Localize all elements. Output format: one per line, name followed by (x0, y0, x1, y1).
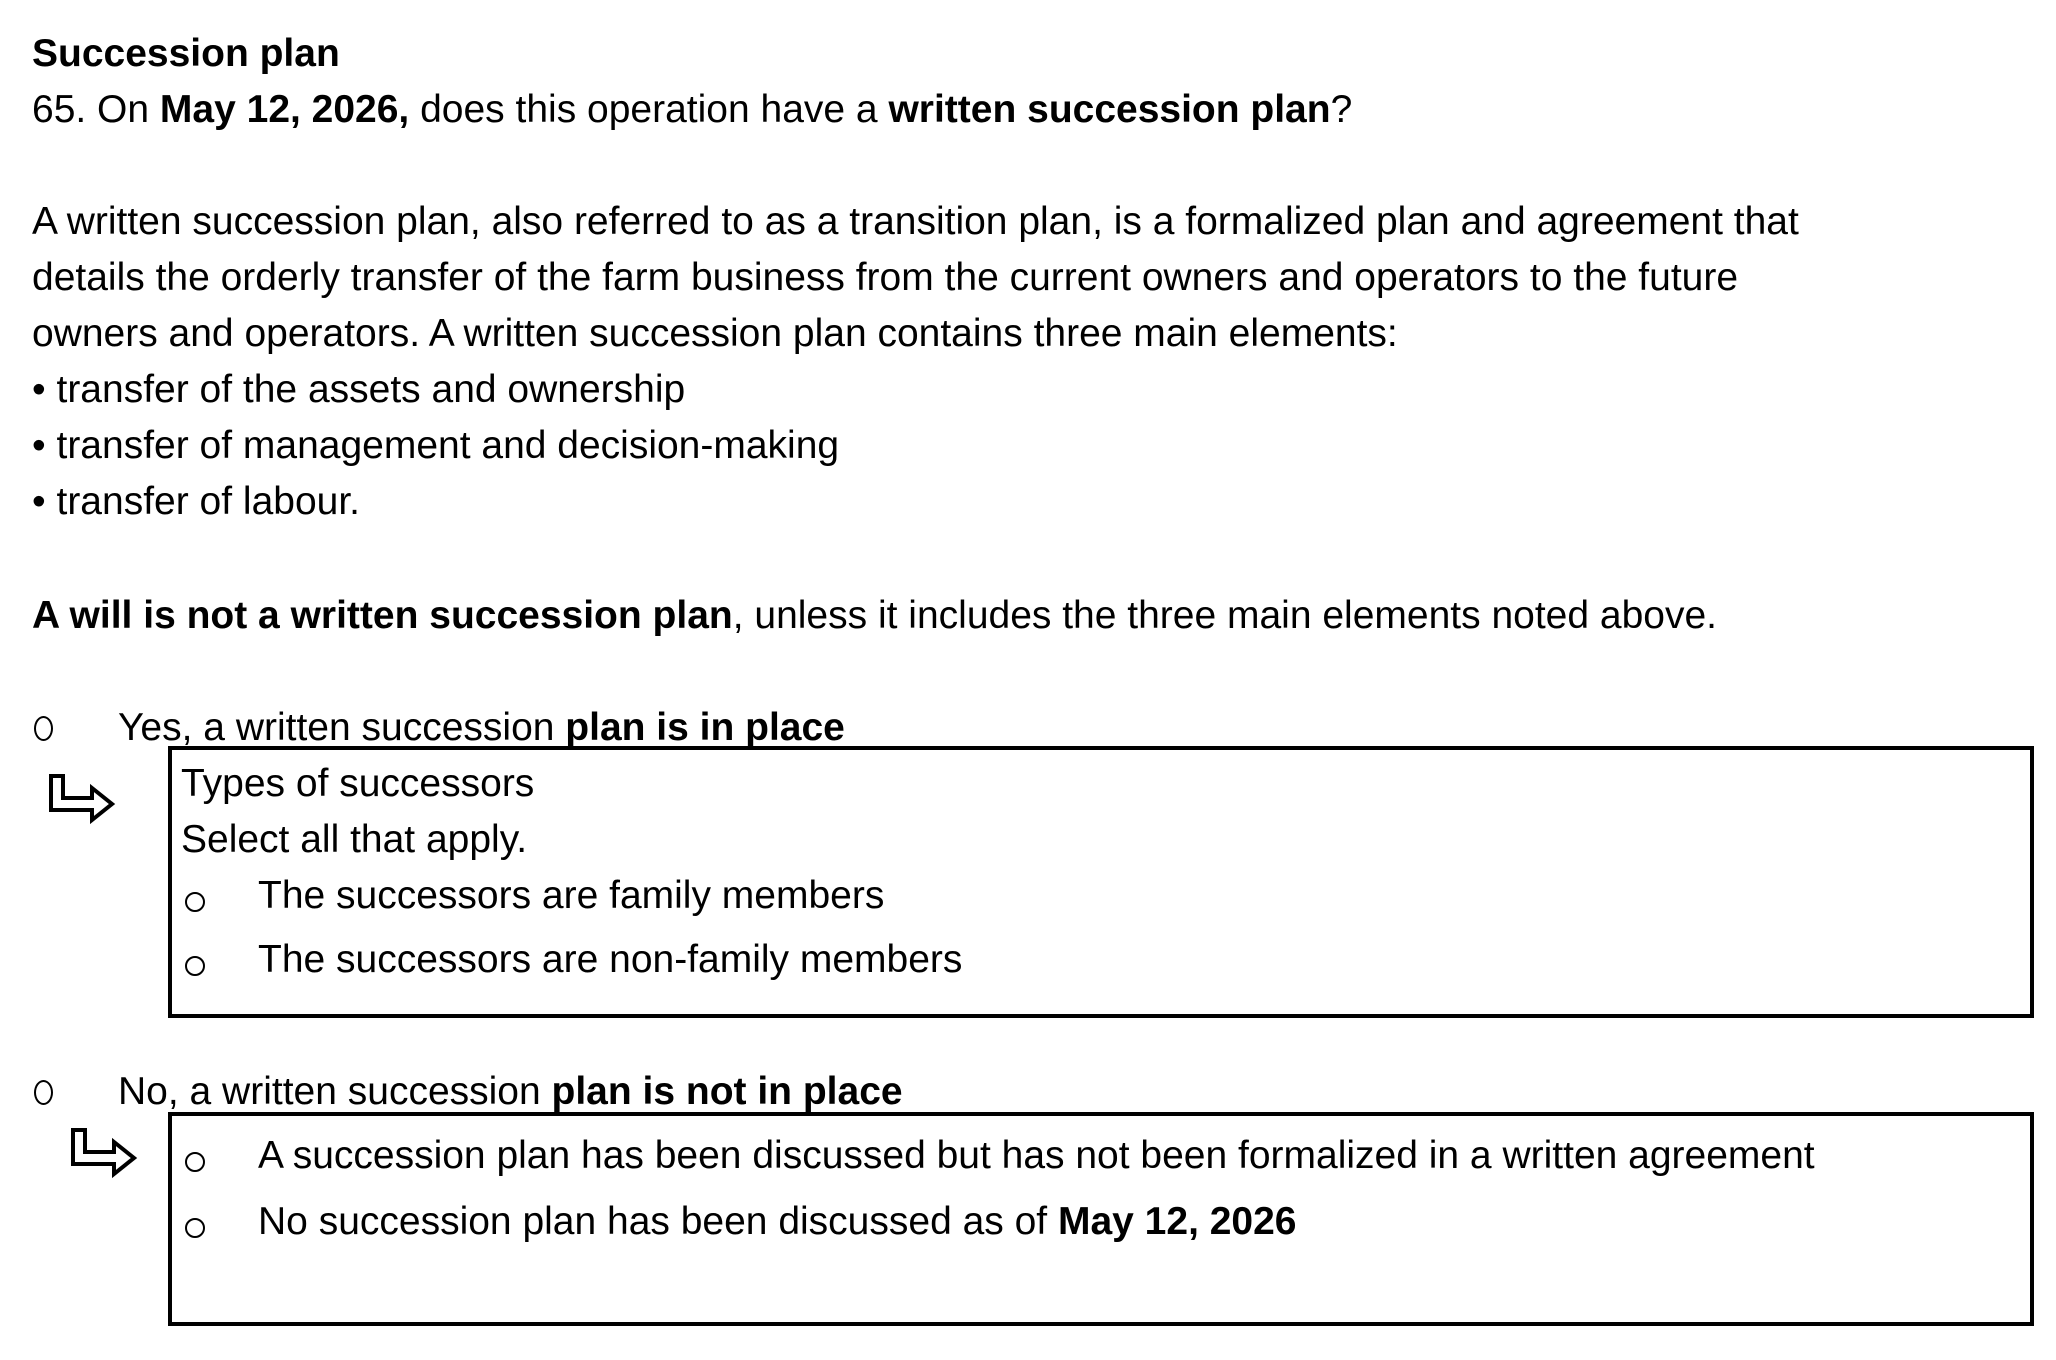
yes-radio[interactable] (34, 716, 53, 741)
will-note-rest: , unless it includes the three main elements noted above. (732, 594, 1717, 637)
not-discussed-radio[interactable] (185, 1218, 205, 1238)
definition-bullet-3: • transfer of labour. (32, 480, 360, 523)
no-label-bold: plan is not in place (551, 1070, 903, 1113)
non-family-members-checkbox[interactable] (185, 956, 205, 976)
yes-label-bold: plan is in place (565, 706, 845, 749)
successor-types-instruction: Select all that apply. (181, 818, 528, 861)
question-date: May 12, 2026, (159, 88, 410, 131)
definition-line-1: A written succession plan, also referred to as a transition plan, is a formalized plan and agreement that (32, 200, 1799, 243)
definition-bullet-1: • transfer of the assets and ownership (32, 368, 686, 411)
non-family-members-label[interactable]: The successors are non-family members (258, 938, 963, 981)
not-discussed-date: May 12, 2026 (1057, 1200, 1297, 1243)
will-note-bold: A will is not a written succession plan (32, 594, 733, 637)
question-number: 65. On (32, 88, 160, 131)
definition-line-2: details the orderly transfer of the farm business from the current owners and operators to the future (32, 256, 1739, 299)
no-radio[interactable] (34, 1080, 53, 1105)
successor-types-title: Types of successors (181, 762, 535, 805)
question-mid: does this operation have a (409, 88, 889, 131)
question-end: ? (1330, 88, 1353, 131)
no-label-plain: No, a written succession (118, 1070, 552, 1113)
definition-bullet-2: • transfer of management and decision-making (32, 424, 840, 467)
definition-line-3: owners and operators. A written succession plan contains three main elements: (32, 312, 1398, 355)
arrow-right-icon (70, 1128, 138, 1184)
arrow-right-icon (48, 774, 116, 830)
question-term: written succession plan (888, 88, 1331, 131)
discussed-not-formalized-label[interactable]: A succession plan has been discussed but has not been formalized in a written agreement (258, 1134, 1815, 1177)
will-note (32, 588, 1717, 644)
question-text (32, 82, 1352, 138)
family-members-label[interactable]: The successors are family members (258, 874, 885, 917)
not-discussed-prefix: No succession plan has been discussed as of (258, 1200, 1058, 1243)
not-discussed-label[interactable] (258, 1194, 1297, 1250)
family-members-checkbox[interactable] (185, 892, 205, 912)
yes-label-plain: Yes, a written succession (118, 706, 566, 749)
section-title: Succession plan (32, 32, 340, 75)
discussed-not-formalized-radio[interactable] (185, 1152, 205, 1172)
